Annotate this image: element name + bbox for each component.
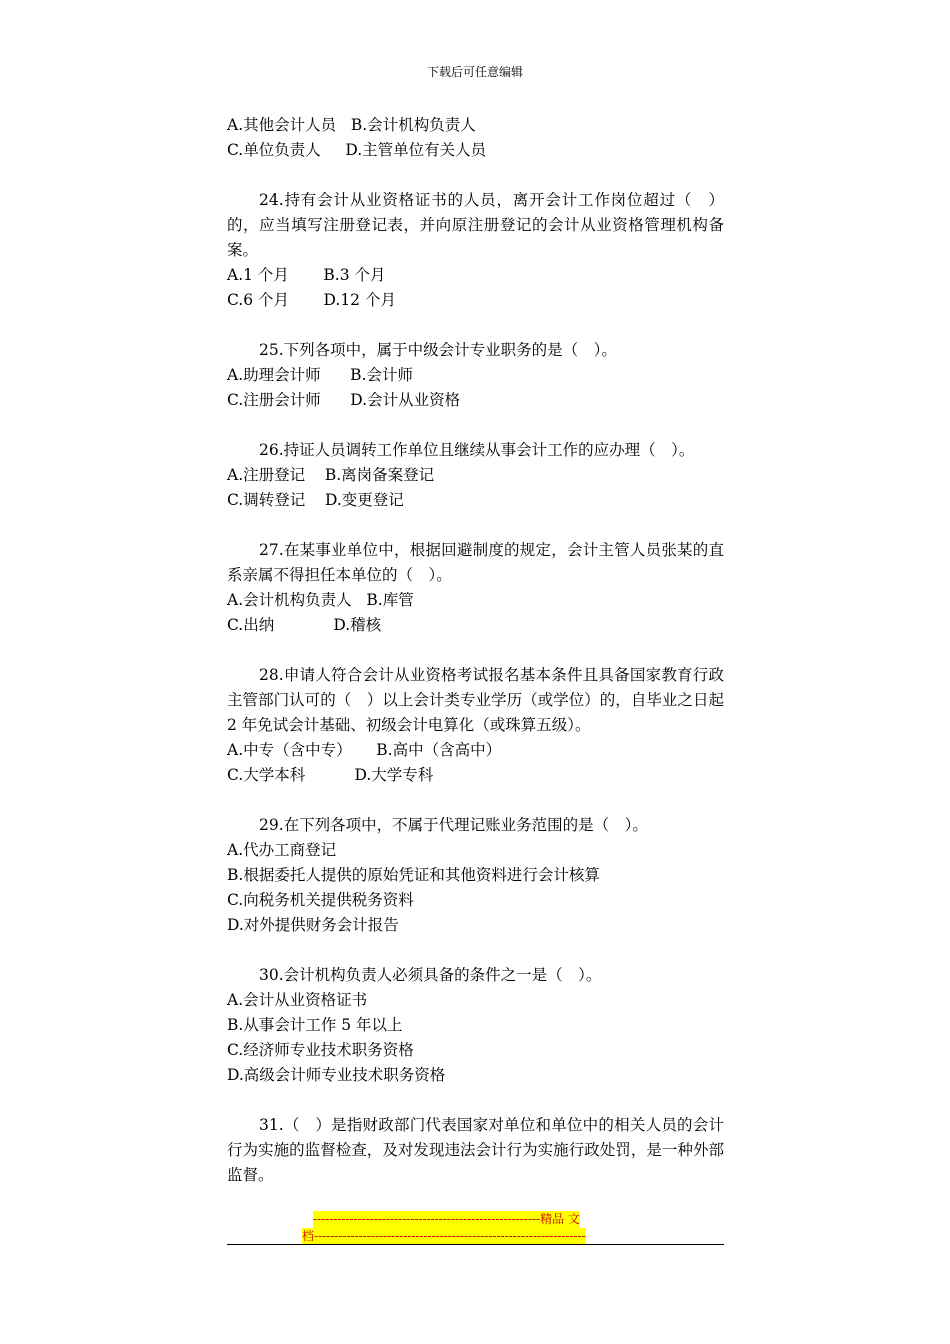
question-28: [227, 663, 724, 788]
question-stem: 24.持有会计从业资格证书的人员，离开会计工作岗位超过（ ）的，应当填写注册登记表，并向原注册登记的会计从业资格管理机构备案。: [227, 191, 724, 259]
page-footer: [227, 1209, 724, 1245]
footer-watermark-line1: --------------------------------------------------------精品 文: [313, 1212, 580, 1226]
footer-watermark-line2: 档-------------------------------------------------------------------: [302, 1229, 586, 1243]
question-stem: 27.在某事业单位中，根据回避制度的规定，会计主管人员张某的直系亲属不得担任本单位的（ ）。: [227, 541, 724, 584]
question-stem: 28.申请人符合会计从业资格考试报名基本条件且具备国家教育行政主管部门认可的（ ）以上会计类专业学历（或学位）的，自毕业之日起 2 年免试会计基础、初级会计电算化（或珠算五级）。: [227, 666, 724, 734]
question-26: [227, 438, 724, 513]
option-line: C.调转登记 D.变更登记: [227, 491, 404, 509]
question-stem: 26.持证人员调转工作单位且继续从事会计工作的应办理（ ）。: [259, 441, 695, 459]
question-stem: 29.在下列各项中，不属于代理记账业务范围的是（ ）。: [259, 816, 648, 834]
option-line: B.从事会计工作 5 年以上: [227, 1016, 403, 1034]
question-31: [227, 1113, 724, 1188]
question-25: [227, 338, 724, 413]
question-24: [227, 188, 724, 313]
footer-rule: [227, 1244, 724, 1245]
option-line: D.高级会计师专业技术职务资格: [227, 1066, 446, 1084]
option-line: A.中专（含中专） B.高中（含高中）: [227, 741, 502, 759]
option-line: C.出纳 D.稽核: [227, 616, 382, 634]
footer-watermark: [227, 1209, 724, 1245]
question-23-tail: [227, 113, 724, 163]
option-line: A.会计从业资格证书: [227, 991, 368, 1009]
question-stem: 31.（ ）是指财政部门代表国家对单位和单位中的相关人员的会计行为实施的监督检查，及对发现违法会计行为实施行政处罚，是一种外部监督。: [227, 1116, 724, 1184]
question-29: [227, 813, 724, 938]
option-line: C.大学本科 D.大学专科: [227, 766, 434, 784]
question-list: [227, 113, 724, 1188]
question-27: [227, 538, 724, 638]
option-line: C.注册会计师 D.会计从业资格: [227, 391, 461, 409]
option-line: C.6 个月 D.12 个月: [227, 291, 396, 309]
option-line: A.其他会计人员 B.会计机构负责人: [227, 116, 476, 134]
option-line: A.代办工商登记: [227, 841, 337, 859]
option-line: A.1 个月 B.3 个月: [227, 266, 386, 284]
option-line: A.注册登记 B.离岗备案登记: [227, 466, 435, 484]
question-30: [227, 963, 724, 1088]
question-stem: 30.会计机构负责人必须具备的条件之一是（ ）。: [259, 966, 602, 984]
option-line: B.根据委托人提供的原始凭证和其他资料进行会计核算: [227, 866, 600, 884]
option-line: D.对外提供财务会计报告: [227, 916, 399, 934]
option-line: C.单位负责人 D.主管单位有关人员: [227, 141, 487, 159]
option-line: A.会计机构负责人 B.库管: [227, 591, 414, 609]
page-header: 下载后可任意编辑: [426, 65, 523, 79]
option-line: C.经济师专业技术职务资格: [227, 1041, 414, 1059]
option-line: C.向税务机关提供税务资料: [227, 891, 414, 909]
question-stem: 25.下列各项中，属于中级会计专业职务的是（ ）。: [259, 341, 617, 359]
option-line: A.助理会计师 B.会计师: [227, 366, 414, 384]
